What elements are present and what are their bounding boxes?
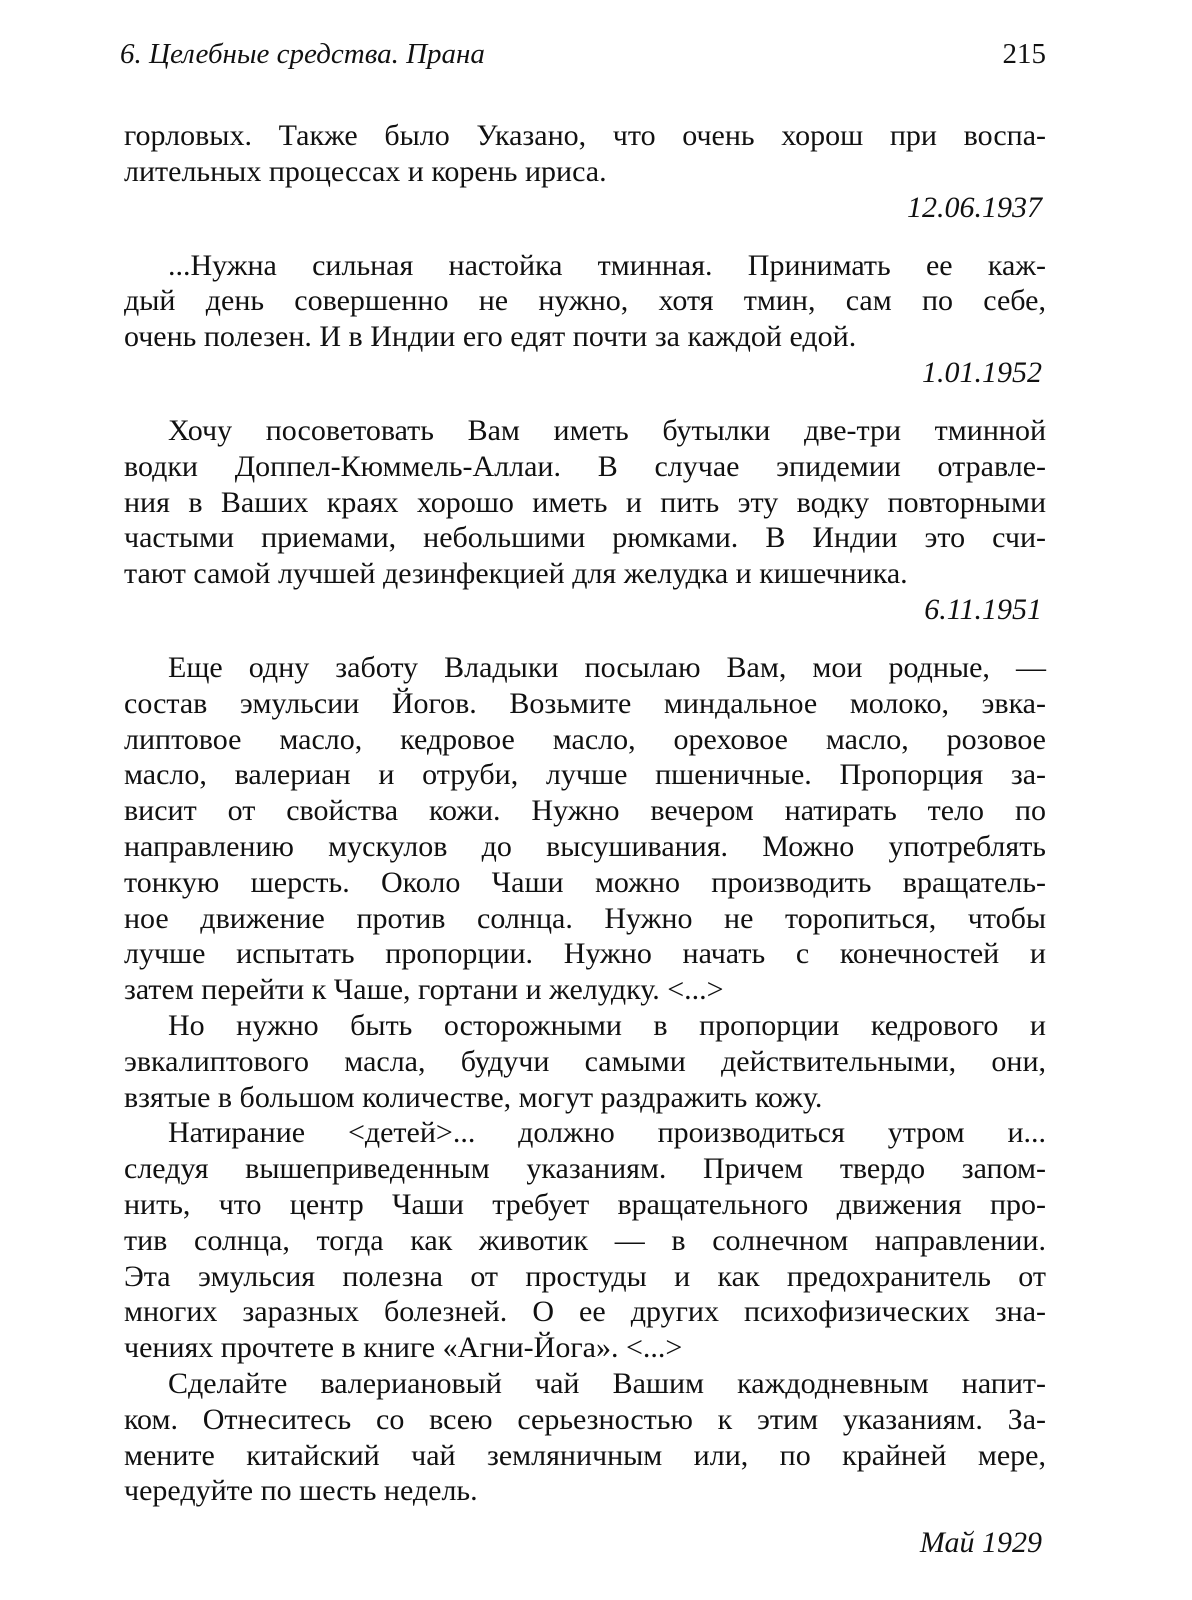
- paragraph: [124, 1008, 1046, 1115]
- letter-date: 12.06.1937: [907, 190, 1042, 224]
- text-line: частыми приемами, небольшими рюмками. В Индии это счи-: [124, 521, 1046, 555]
- page-header: [120, 38, 1052, 78]
- text-line: масло, валериан и отруби, лучше пшеничные. Пропорция за-: [124, 758, 1046, 792]
- block-gap: [124, 226, 1046, 248]
- text-line: направлению мускулов до высушивания. Можно употреблять: [124, 829, 1046, 863]
- text-line: затем перейти к Чаше, гортани и желудку. <...>: [124, 973, 724, 1007]
- text-line: Хочу посоветовать Вам иметь бутылки две-три тминной: [168, 413, 1046, 447]
- text-line: тив солнца, тогда как животик — в солнечном направлении.: [124, 1223, 1046, 1257]
- page-number: 215: [1002, 38, 1046, 70]
- letter-date: 1.01.1952: [922, 355, 1042, 389]
- text-line: липтовое масло, кедровое масло, ореховое масло, розовое: [124, 722, 1046, 756]
- text-line: очень полезен. И в Индии его едят почти за каждой едой.: [124, 320, 857, 354]
- text-line: многих заразных болезней. О ее других психофизических зна-: [124, 1295, 1046, 1329]
- text-line: тонкую шерсть. Около Чаши можно производить вращатель-: [124, 865, 1046, 899]
- text-line: состав эмульсии Йогов. Возьмите миндальное молоко, эвка-: [124, 686, 1046, 720]
- text-line: ...Нужна сильная настойка тминная. Принимать ее каж-: [168, 248, 1046, 282]
- letter-excerpt: [124, 650, 1046, 1561]
- text-line: ния в Ваших краях хорошо иметь и пить эту водку повторными: [124, 485, 1046, 519]
- paragraph: [124, 650, 1046, 1008]
- letter-excerpt: [124, 248, 1046, 391]
- letter-excerpt: [124, 413, 1046, 628]
- text-line: лучше испытать пропорции. Нужно начать с конечностей и: [124, 937, 1046, 971]
- text-line: ком. Отнеситесь со всею серьезностью к этим указаниям. За-: [124, 1402, 1046, 1436]
- text-line: следуя вышеприведенным указаниям. Причем твердо запом-: [124, 1152, 1046, 1186]
- text-line: висит от свойства кожи. Нужно вечером натирать тело по: [124, 794, 1046, 828]
- text-line: нить, что центр Чаши требует вращательного движения про-: [124, 1187, 1046, 1221]
- block-gap: [124, 1509, 1046, 1525]
- text-line: чениях прочтете в книге «Агни-Йога». <...>: [124, 1331, 683, 1365]
- text-line: дый день совершенно не нужно, хотя тмин, сам по себе,: [124, 284, 1046, 318]
- text-line: лительных процессах и корень ириса.: [124, 154, 607, 188]
- block-gap: [124, 391, 1046, 413]
- page-body: [124, 118, 1046, 1561]
- text-line: Еще одну заботу Владыки посылаю Вам, мои родные, —: [168, 650, 1046, 684]
- text-line: тают самой лучшей дезинфекцией для желудка и кишечника.: [124, 557, 908, 591]
- running-title: 6. Целебные средства. Прана: [120, 38, 485, 70]
- text-line: чередуйте по шесть недель.: [124, 1474, 478, 1508]
- text-line: эвкалиптового масла, будучи самыми действительными, они,: [124, 1044, 1046, 1078]
- letter-date: 6.11.1951: [924, 592, 1042, 626]
- text-line: ное движение против солнца. Нужно не торопиться, чтобы: [124, 901, 1046, 935]
- text-line: горловых. Также было Указано, что очень хорош при воспа-: [124, 119, 1046, 152]
- text-line: Сделайте валериановый чай Вашим каждодневным напит-: [168, 1366, 1046, 1400]
- text-line: взятые в большом количестве, могут раздражить кожу.: [124, 1080, 823, 1114]
- letter-excerpt: [124, 118, 1046, 226]
- text-line: водки Доппел-Кюммель-Аллаи. В случае эпидемии отравле-: [124, 449, 1046, 483]
- text-line: мените китайский чай земляничным или, по крайней мере,: [124, 1438, 1046, 1472]
- block-gap: [124, 628, 1046, 650]
- paragraph: [124, 1115, 1046, 1366]
- text-line: Эта эмульсия полезна от простуды и как предохранитель от: [124, 1259, 1046, 1293]
- text-line: Натирание <детей>... должно производиться утром и...: [168, 1116, 1046, 1150]
- paragraph: [124, 1366, 1046, 1509]
- text-line: Но нужно быть осторожными в пропорции кедрового и: [168, 1008, 1046, 1042]
- letter-date: Май 1929: [919, 1526, 1042, 1560]
